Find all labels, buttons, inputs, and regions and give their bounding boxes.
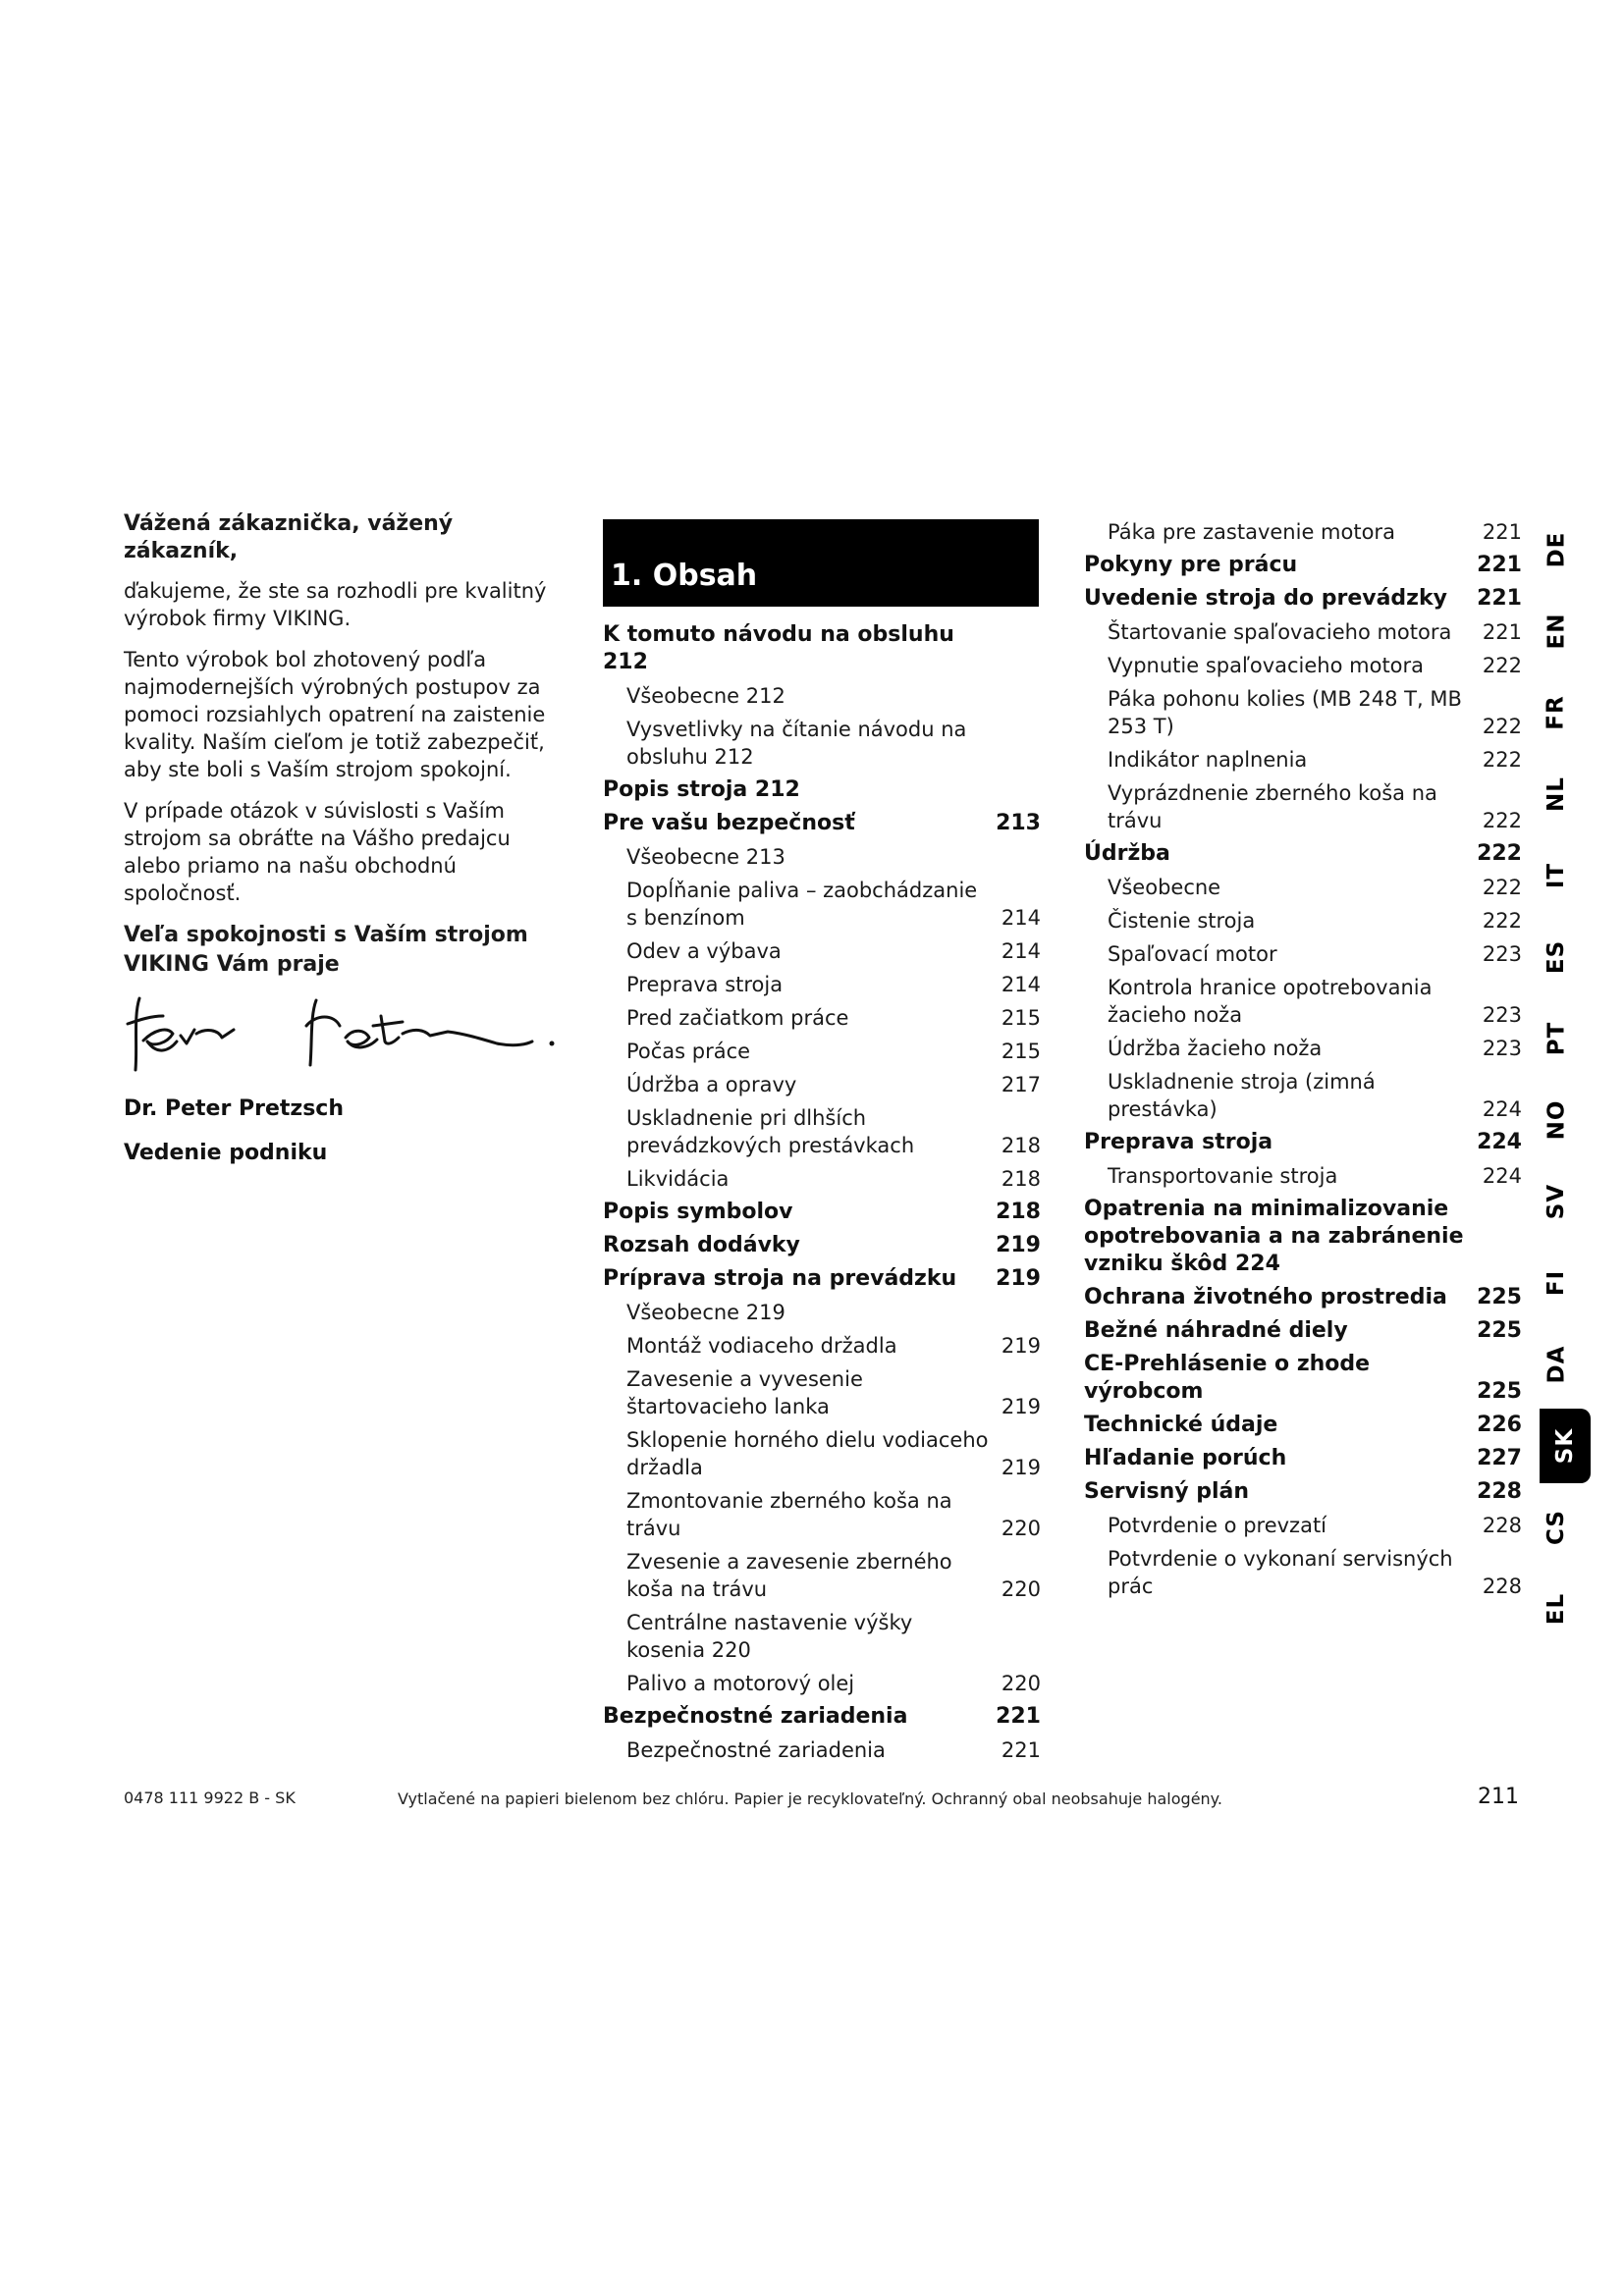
toc-entry-page: 221 [1482, 620, 1522, 644]
toc-entry-title: Páka pre zastavenie motora [1108, 520, 1395, 544]
toc-entry-page: 223 [1482, 1037, 1522, 1060]
toc-entry-title: Sklopenie horného dielu vodiaceho držadla [626, 1428, 989, 1479]
toc-subsection[interactable] [1084, 940, 1522, 968]
toc-entry-title: Všeobecne 219 [626, 1301, 785, 1324]
toc-entry-page: 224 [1482, 1164, 1522, 1188]
toc-entry-title: Zavesenie a vyvesenie štartovacieho lanka [626, 1367, 863, 1418]
language-tab-label: SK [1551, 1427, 1578, 1465]
toc-entry-page: 220 [1001, 1517, 1041, 1540]
language-tab-label: DA [1543, 1345, 1569, 1384]
toc-entry-page: 228 [1482, 1575, 1522, 1598]
toc-entry-page: 218 [1001, 1167, 1041, 1191]
toc-subsection[interactable] [603, 1071, 1041, 1098]
toc-entry-page: 222 [1482, 654, 1522, 677]
toc-section[interactable] [1084, 552, 1522, 579]
language-tab-it[interactable] [1520, 836, 1593, 915]
toc-entry-page: 228 [1477, 1479, 1522, 1504]
toc-entry-page: 215 [1001, 1040, 1041, 1063]
language-tab-sk[interactable] [1540, 1409, 1591, 1483]
toc-subsection[interactable] [603, 1165, 1041, 1193]
letter-paragraph: Tento výrobok bol zhotovený podľa najmodernejších výrobných postupov za pomoci rozsiahlych opatrení na zaistenie kvality. Naším cieľom je totiž zabezpečiť, aby ste boli s Vaším strojom spokojní. [124, 648, 546, 781]
toc-entry-page: 219 [996, 1233, 1041, 1257]
toc-entry-title: Ochrana životného prostredia [1084, 1285, 1447, 1309]
toc-title: 1. Obsah [611, 559, 758, 593]
toc-entry-page: 221 [1001, 1738, 1041, 1762]
toc-entry-title: Všeobecne [1108, 876, 1221, 899]
toc-subsection[interactable] [1084, 618, 1522, 646]
language-tabs [1520, 510, 1593, 1698]
toc-section[interactable] [1084, 1284, 1522, 1311]
toc-subsection[interactable] [1084, 907, 1522, 934]
toc-entry-title: Zmontovanie zberného koša na trávu [626, 1489, 952, 1540]
toc-entry-page: 224 [1477, 1130, 1522, 1154]
toc-entry-title: Zvesenie a zavesenie zberného koša na trávu [626, 1550, 952, 1601]
toc-subsection[interactable] [603, 1548, 1041, 1603]
toc-section[interactable] [1084, 840, 1522, 868]
toc-entry-title: Palivo a motorový olej [626, 1672, 855, 1695]
toc-entry-title: Počas práce [626, 1040, 751, 1063]
language-tab-label: FI [1543, 1269, 1569, 1297]
toc-entry-page: 224 [1482, 1097, 1522, 1121]
toc-entry-title: Dopĺňanie paliva – zaobchádzanie s benzínom [626, 879, 978, 930]
toc-entry-page: 214 [1001, 973, 1041, 996]
toc-entry-page: 220 [1001, 1577, 1041, 1601]
toc-section[interactable] [603, 621, 1041, 676]
welcome-letter [124, 510, 556, 993]
toc-entry-title: Opatrenia na minimalizovanie opotrebovania a na zabránenie vzniku škôd 224 [1084, 1197, 1464, 1276]
language-tab-label: PT [1543, 1021, 1569, 1056]
toc-section[interactable] [1084, 1445, 1522, 1472]
toc-entry-page: 225 [1477, 1285, 1522, 1309]
toc-entry-title: Všeobecne 212 [626, 684, 785, 708]
toc-entry-title: Pred začiatkom práce [626, 1006, 849, 1030]
letter-paragraph: ďakujeme, že ste sa rozhodli pre kvalitný výrobok firmy VIKING. [124, 579, 547, 630]
language-tab-label: NL [1543, 776, 1569, 812]
toc-entry-page: 218 [1001, 1134, 1041, 1157]
toc-subsection[interactable] [603, 971, 1041, 998]
toc-subsection[interactable] [1084, 1512, 1522, 1539]
language-tab-de[interactable] [1520, 510, 1593, 589]
toc-entry-page: 219 [1001, 1395, 1041, 1418]
toc-entry-title: Potvrdenie o vykonaní servisných prác [1108, 1547, 1453, 1598]
footer-note: Vytlačené na papieri bielenom bez chlóru. Papier je recyklovateľný. Ochranný obal neobsahuje halogény. [398, 1789, 1222, 1808]
toc-subsection[interactable] [1084, 1068, 1522, 1123]
toc-entry-title: Príprava stroja na prevádzku [603, 1266, 957, 1291]
language-tab-fi[interactable] [1520, 1244, 1593, 1322]
toc-subsection[interactable] [1084, 1035, 1522, 1062]
toc-entry-title: K tomuto návodu na obsluhu 212 [603, 622, 954, 674]
language-tab-label: IT [1543, 862, 1569, 889]
toc-subsection[interactable] [603, 682, 1041, 710]
toc-entry-page: 219 [1001, 1456, 1041, 1479]
toc-section[interactable] [603, 1703, 1041, 1731]
toc-entry-title: Čistenie stroja [1108, 909, 1256, 933]
toc-column-middle [603, 621, 1041, 1770]
language-tab-el[interactable] [1520, 1570, 1593, 1648]
toc-entry-page: 222 [1482, 715, 1522, 738]
toc-entry-page: 222 [1482, 748, 1522, 772]
toc-entry-title: Potvrdenie o prevzatí [1108, 1514, 1327, 1537]
language-tab-da[interactable] [1520, 1325, 1593, 1404]
toc-entry-title: Vypnutie spaľovacieho motora [1108, 654, 1425, 677]
toc-entry-page: 226 [1477, 1413, 1522, 1437]
language-tab-label: NO [1543, 1099, 1569, 1141]
language-tab-nl[interactable] [1520, 755, 1593, 833]
toc-subsection[interactable] [1084, 746, 1522, 774]
toc-entry-title: Údržba a opravy [626, 1073, 797, 1096]
toc-entry-page: 221 [1477, 553, 1522, 577]
toc-entry-page: 217 [1001, 1073, 1041, 1096]
letter-closing: Veľa spokojnosti s Vaším strojom VIKING Vám praje [124, 923, 528, 977]
toc-entry-title: Údržba [1084, 841, 1170, 866]
toc-entry-title: Technické údaje [1084, 1413, 1278, 1437]
toc-entry-page: 222 [1477, 841, 1522, 866]
language-tab-label: CS [1543, 1510, 1569, 1545]
toc-entry-page: 223 [1482, 942, 1522, 966]
language-tab-cs[interactable] [1520, 1488, 1593, 1567]
toc-entry-page: 218 [996, 1200, 1041, 1224]
toc-entry-title: Centrálne nastavenie výšky kosenia 220 [626, 1611, 913, 1662]
toc-entry-page: 225 [1477, 1379, 1522, 1404]
language-tab-en[interactable] [1520, 592, 1593, 670]
language-tab-es[interactable] [1520, 918, 1593, 996]
document-code: 0478 111 9922 B - SK [124, 1789, 296, 1807]
toc-section[interactable] [1084, 1478, 1522, 1506]
page-number: 211 [1478, 1785, 1519, 1809]
toc-entry-title: Uskladnenie pri dlhších prevádzkových prestávkach [626, 1106, 915, 1157]
toc-subsection[interactable] [1084, 1545, 1522, 1600]
language-tab-sv[interactable] [1520, 1162, 1593, 1241]
toc-section[interactable] [1084, 1412, 1522, 1439]
toc-subsection[interactable] [1084, 685, 1522, 740]
language-tab-pt[interactable] [1520, 999, 1593, 1078]
toc-entry-title: Páka pohonu kolies (MB 248 T, MB 253 T) [1108, 687, 1462, 738]
toc-section[interactable] [603, 1232, 1041, 1259]
toc-entry-page: 228 [1482, 1514, 1522, 1537]
toc-subsection[interactable] [603, 1426, 1041, 1481]
toc-subsection[interactable] [603, 843, 1041, 871]
toc-section[interactable] [603, 810, 1041, 837]
toc-subsection[interactable] [1084, 779, 1522, 834]
toc-subsection[interactable] [603, 1487, 1041, 1542]
toc-entry-title: Indikátor naplnenia [1108, 748, 1308, 772]
toc-subsection[interactable] [603, 937, 1041, 965]
toc-entry-page: 214 [1001, 906, 1041, 930]
toc-header [603, 519, 1039, 607]
toc-entry-page: 219 [1001, 1334, 1041, 1358]
toc-column-right [1084, 518, 1522, 1606]
toc-entry-title: Preprava stroja [626, 973, 784, 996]
language-tab-label: SV [1543, 1183, 1569, 1220]
toc-subsection[interactable] [603, 1609, 1041, 1664]
toc-entry-title: Rozsah dodávky [603, 1233, 800, 1257]
letter-greeting: Vážená zákaznička, vážený zákazník, [124, 511, 454, 563]
toc-entry-title: Bezpečnostné zariadenia [603, 1704, 908, 1729]
toc-subsection[interactable] [603, 1004, 1041, 1032]
toc-entry-title: Pokyny pre prácu [1084, 553, 1298, 577]
toc-subsection[interactable] [1084, 652, 1522, 679]
toc-entry-page: 221 [1482, 520, 1522, 544]
toc-entry-page: 215 [1001, 1006, 1041, 1030]
toc-section[interactable] [603, 1199, 1041, 1226]
toc-section[interactable] [1084, 585, 1522, 613]
toc-subsection[interactable] [603, 877, 1041, 932]
toc-entry-title: Uvedenie stroja do prevádzky [1084, 586, 1447, 611]
toc-entry-title: Pre vašu bezpečnosť [603, 811, 855, 835]
toc-entry-page: 221 [996, 1704, 1041, 1729]
toc-subsection[interactable] [603, 1299, 1041, 1326]
toc-entry-page: 221 [1477, 586, 1522, 611]
toc-subsection[interactable] [603, 1365, 1041, 1420]
toc-entry-title: Preprava stroja [1084, 1130, 1273, 1154]
toc-entry-title: Všeobecne 213 [626, 845, 785, 869]
toc-entry-title: Transportovanie stroja [1108, 1164, 1338, 1188]
toc-subsection[interactable] [1084, 974, 1522, 1029]
toc-entry-page: 225 [1477, 1318, 1522, 1343]
toc-entry-title: Bezpečnostné zariadenia [626, 1738, 886, 1762]
toc-subsection[interactable] [603, 1104, 1041, 1159]
toc-entry-page: 220 [1001, 1672, 1041, 1695]
toc-section[interactable] [603, 776, 1041, 804]
toc-subsection[interactable] [603, 1736, 1041, 1764]
toc-section[interactable] [1084, 1196, 1522, 1278]
signature-name: Dr. Peter Pretzsch [124, 1096, 344, 1121]
toc-section[interactable] [1084, 1317, 1522, 1345]
toc-section[interactable] [1084, 1129, 1522, 1156]
toc-entry-page: 213 [996, 811, 1041, 835]
toc-entry-title: Likvidácia [626, 1167, 730, 1191]
toc-entry-title: Spaľovací motor [1108, 942, 1277, 966]
toc-subsection[interactable] [1084, 1162, 1522, 1190]
toc-entry-page: 214 [1001, 939, 1041, 963]
language-tab-label: FR [1543, 695, 1569, 730]
toc-subsection[interactable] [603, 1332, 1041, 1360]
language-tab-no[interactable] [1520, 1081, 1593, 1159]
toc-entry-title: Štartovanie spaľovacieho motora [1108, 620, 1452, 644]
toc-entry-title: Kontrola hranice opotrebovania žacieho noža [1108, 976, 1433, 1027]
toc-entry-page: 222 [1482, 809, 1522, 832]
language-tab-label: EN [1543, 613, 1569, 650]
toc-entry-page: 223 [1482, 1003, 1522, 1027]
toc-entry-title: Údržba žacieho noža [1108, 1037, 1323, 1060]
handwritten-signature [124, 987, 566, 1075]
toc-subsection[interactable] [1084, 874, 1522, 901]
toc-entry-page: 227 [1477, 1446, 1522, 1470]
language-tab-label: EL [1543, 1592, 1569, 1626]
toc-subsection[interactable] [603, 1670, 1041, 1697]
toc-subsection[interactable] [603, 1038, 1041, 1065]
toc-entry-title: Montáž vodiaceho držadla [626, 1334, 897, 1358]
toc-entry-title: CE-Prehlásenie o zhode výrobcom [1084, 1352, 1371, 1404]
toc-entry-page: 222 [1482, 909, 1522, 933]
toc-entry-title: Vyprázdnenie zberného koša na trávu [1108, 781, 1437, 832]
signature-role: Vedenie podniku [124, 1141, 328, 1165]
language-tab-label: DE [1543, 531, 1569, 568]
toc-section[interactable] [1084, 1351, 1522, 1406]
language-tab-label: ES [1543, 939, 1569, 975]
toc-entry-title: Popis stroja 212 [603, 777, 800, 802]
toc-entry-title: Vysvetlivky na čítanie návodu na obsluhu 212 [626, 718, 967, 769]
toc-entry-page: 219 [996, 1266, 1041, 1291]
toc-entry-page: 222 [1482, 876, 1522, 899]
toc-subsection[interactable] [1084, 518, 1522, 546]
toc-entry-title: Bežné náhradné diely [1084, 1318, 1348, 1343]
toc-entry-title: Popis symbolov [603, 1200, 793, 1224]
toc-entry-title: Odev a výbava [626, 939, 782, 963]
toc-entry-title: Hľadanie porúch [1084, 1446, 1287, 1470]
toc-section[interactable] [603, 1265, 1041, 1293]
letter-paragraph: V prípade otázok v súvislosti s Vaším strojom sa obráťte na Vášho predajcu alebo priamo na našu obchodnú spoločnosť. [124, 799, 511, 905]
language-tab-fr[interactable] [1520, 673, 1593, 752]
toc-entry-title: Uskladnenie stroja (zimná prestávka) [1108, 1070, 1376, 1121]
toc-subsection[interactable] [603, 716, 1041, 771]
toc-entry-title: Servisný plán [1084, 1479, 1250, 1504]
